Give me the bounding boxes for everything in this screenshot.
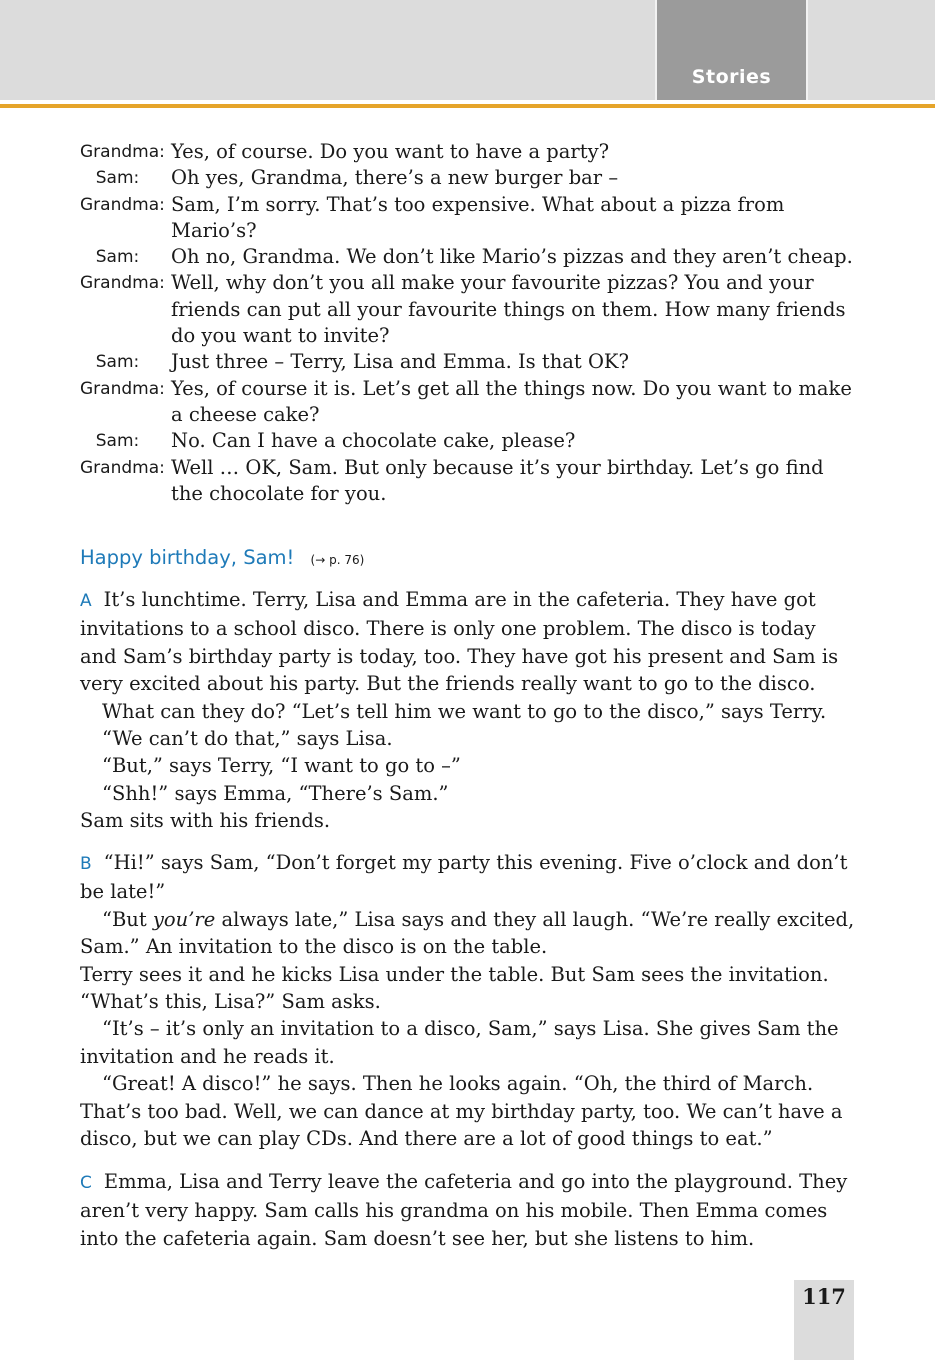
speaker-label: Grandma: bbox=[80, 378, 165, 399]
paragraph-text: “But bbox=[102, 907, 153, 931]
speech-text: No. Can I have a chocolate cake, please? bbox=[171, 429, 576, 453]
emphasis-text: you’re bbox=[152, 907, 216, 931]
paragraph: “Great! A disco!” he says. Then he looks again. “Oh, the third of March. That’s too bad. Well, we can dance at my birthday party, too. We can’t have a disco, but we can play CDs. And there are a lot of good things to eat.” bbox=[80, 1072, 843, 1151]
paragraph: What can they do? “Let’s tell him we want to go to the disco,” says Terry. bbox=[102, 699, 827, 723]
paragraph bbox=[80, 906, 855, 961]
speech-text: Yes, of course it is. Let’s get all the things now. Do you want to make a cheese cake? bbox=[171, 376, 852, 426]
paragraph bbox=[80, 586, 855, 698]
speech-text: Oh yes, Grandma, there’s a new burger bar – bbox=[171, 166, 619, 190]
page-number-box bbox=[794, 1280, 854, 1360]
paragraph-text: It’s lunchtime. Terry, Lisa and Emma are in the cafeteria. They have got invitations to a school disco. There is only one problem. The disco is today and Sam’s birthday party is today, too. They have got his present and Sam is very excited about his party. But the friends really want to go to the disco. bbox=[80, 588, 839, 696]
dialogue-line bbox=[80, 165, 860, 191]
speaker-label: Grandma: bbox=[80, 273, 165, 294]
dialogue-line bbox=[80, 270, 860, 349]
dialogue-line bbox=[80, 455, 860, 508]
page-reference: (→ p. 76) bbox=[310, 553, 365, 567]
speaker-label: Grandma: bbox=[80, 457, 165, 478]
dialogue-line bbox=[80, 244, 860, 270]
story-section-b bbox=[80, 849, 855, 1152]
paragraph-text: “Hi!” says Sam, “Don’t forget my party this evening. Five o’clock and don’t be late!” bbox=[80, 851, 848, 904]
dialogue-line bbox=[80, 428, 860, 454]
dialogue bbox=[80, 139, 860, 507]
speaker-label: Grandma: bbox=[80, 194, 165, 215]
story-title: Happy birthday, Sam! bbox=[80, 546, 295, 569]
speech-text: Well, why don’t you all make your favourite pizzas? You and your friends can put all your favourite things on them. How many friends do you want to invite? bbox=[171, 271, 846, 348]
paragraph: “But,” says Terry, “I want to go to –” bbox=[102, 754, 461, 778]
paragraph-text: Emma, Lisa and Terry leave the cafeteria and go into the playground. They aren’t very happy. Sam calls his grandma on his mobile. Then Emma comes into the cafeteria again. Sam doesn’t see her, but she listens to him. bbox=[80, 1170, 848, 1250]
dialogue-line bbox=[80, 349, 860, 375]
section-tab bbox=[655, 0, 808, 100]
speaker-label: Sam: bbox=[95, 168, 140, 189]
paragraph: “We can’t do that,” says Lisa. bbox=[102, 727, 393, 751]
speech-text: Just three – Terry, Lisa and Emma. Is that OK? bbox=[171, 350, 629, 374]
dialogue-line bbox=[80, 376, 860, 429]
speaker-label: Grandma: bbox=[80, 142, 165, 162]
speech-text: Well … OK, Sam. But only because it’s your birthday. Let’s go find the chocolate for you. bbox=[171, 455, 824, 505]
dialogue-line bbox=[80, 139, 860, 165]
dialogue-line bbox=[80, 192, 860, 245]
section-letter: B bbox=[80, 854, 92, 874]
speech-text: Sam, I’m sorry. That’s too expensive. What about a pizza from Mario’s? bbox=[171, 192, 785, 242]
section-letter: A bbox=[80, 591, 92, 611]
paragraph bbox=[80, 849, 855, 906]
paragraph-text: always late,” Lisa says and they all laugh. “We’re really excited, Sam.” An invitation to the disco is on the table. bbox=[80, 907, 855, 959]
story-section-c bbox=[80, 1168, 855, 1252]
header-rule bbox=[0, 104, 935, 108]
speech-text: Yes, of course. Do you want to have a party? bbox=[171, 140, 610, 163]
paragraph bbox=[80, 1168, 855, 1252]
story-section-a bbox=[80, 586, 855, 835]
speaker-label: Sam: bbox=[95, 247, 140, 268]
section-letter: C bbox=[80, 1173, 92, 1193]
page-number: 117 bbox=[802, 1284, 846, 1309]
story-heading bbox=[80, 546, 364, 569]
paragraph: “Shh!” says Emma, “There’s Sam.” bbox=[102, 781, 449, 805]
paragraph: Terry sees it and he kicks Lisa under the table. But Sam sees the invitation. “What’s this, Lisa?” Sam asks. bbox=[80, 962, 829, 1014]
section-tab-label: Stories bbox=[691, 66, 772, 88]
speaker-label: Sam: bbox=[95, 352, 140, 373]
speech-text: Oh no, Grandma. We don’t like Mario’s pizzas and they aren’t cheap. bbox=[171, 245, 853, 269]
speaker-label: Sam: bbox=[95, 431, 140, 452]
paragraph: “It’s – it’s only an invitation to a disco, Sam,” says Lisa. She gives Sam the invitation and he reads it. bbox=[80, 1017, 839, 1068]
paragraph: Sam sits with his friends. bbox=[80, 809, 331, 833]
